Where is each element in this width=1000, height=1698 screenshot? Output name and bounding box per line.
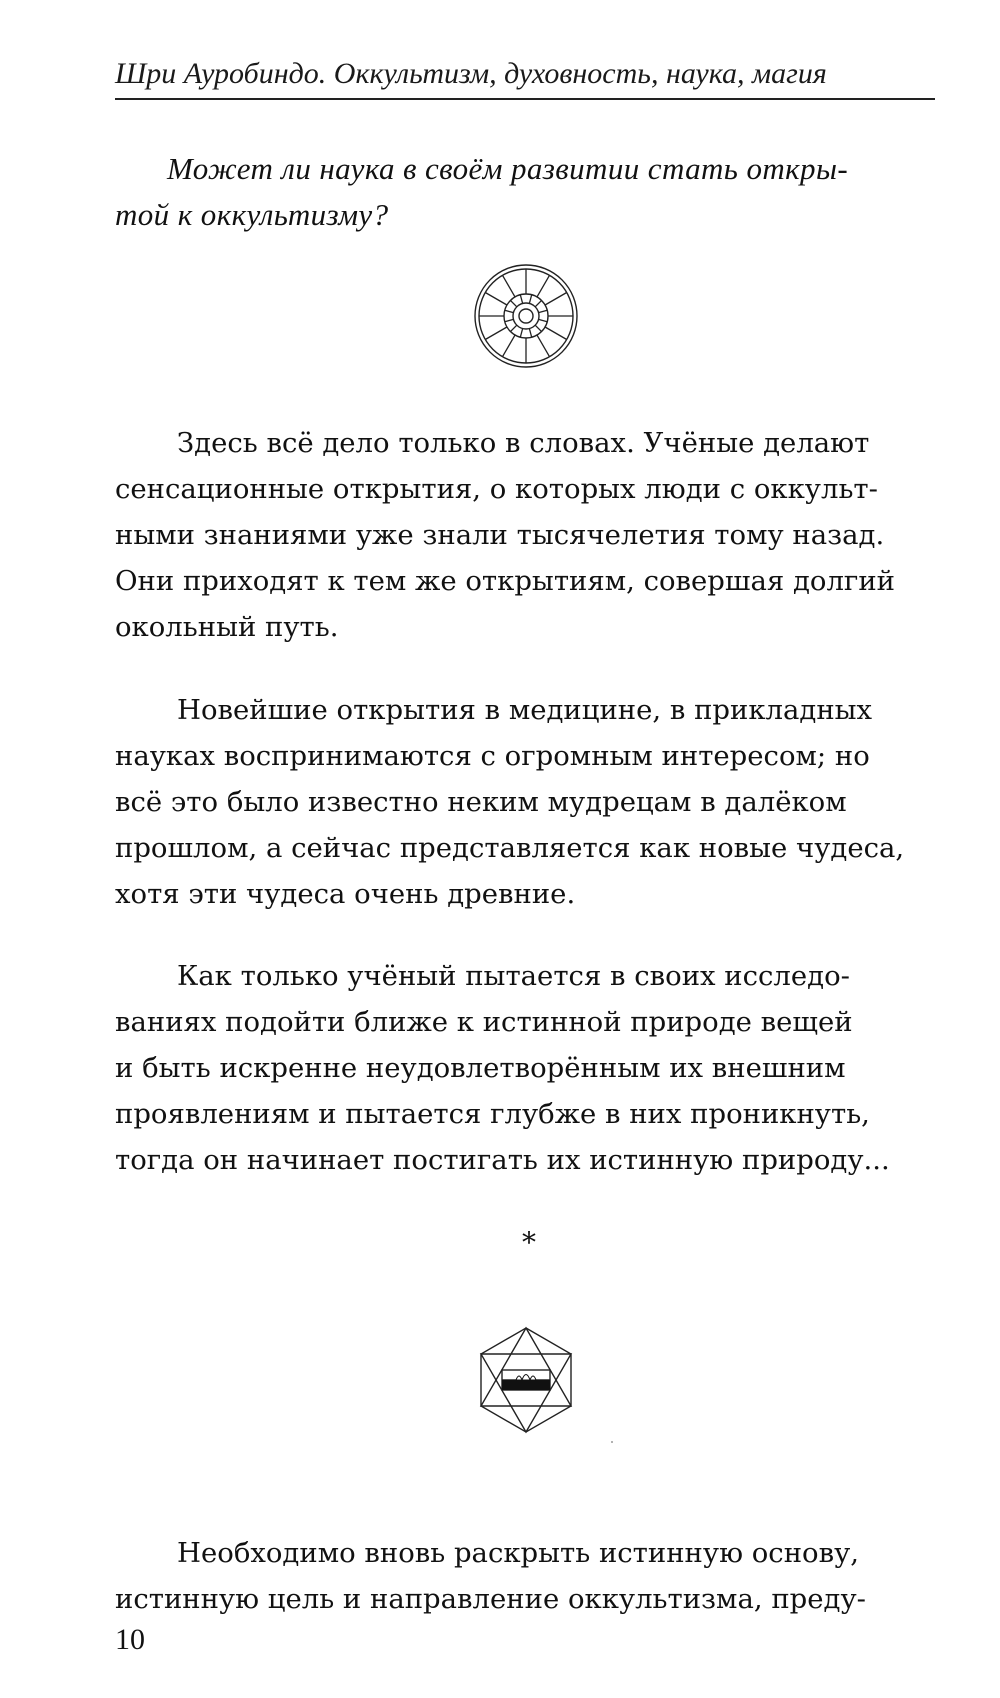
running-head: Шри Ауробиндо. Оккультизм, духовность, наука, магия: [115, 57, 827, 90]
paragraph-line: тогда он начинает постигать их истинную природу...: [115, 1144, 890, 1176]
paragraph-line: сенсационные открытия, о которых люди с оккульт-: [115, 473, 878, 505]
wheel-spoke: [537, 335, 550, 357]
paragraph-line: Необходимо вновь раскрыть истинную основу,: [177, 1537, 859, 1569]
wheel-inner-spoke: [529, 329, 531, 338]
wheel-spoke: [485, 327, 507, 340]
paragraph-line: ными знаниями уже знали тысячелетия тому назад.: [115, 519, 885, 551]
header-rule: [115, 98, 935, 100]
question-line: Может ли наука в своём развитии стать откры-: [167, 151, 849, 186]
paragraph-line: ваниях подойти ближе к истинной природе вещей: [115, 1006, 853, 1038]
wheel-inner-spoke: [539, 319, 548, 321]
wheel-spoke: [485, 293, 507, 306]
paragraph-2: [115, 687, 935, 917]
wheel-inner-spoke: [539, 310, 548, 312]
paragraph-3: [115, 953, 935, 1183]
paragraph-line: истинную цель и направление оккультизма, преду-: [115, 1583, 866, 1615]
paragraph-1: [115, 420, 935, 650]
paragraph-line: Они приходят к тем же открытиям, совершая долгий: [115, 565, 895, 597]
wheel-emblem-icon: [472, 262, 580, 370]
paragraph-line: Новейшие открытия в медицине, в прикладных: [177, 694, 873, 726]
question-line: той к оккультизму?: [115, 197, 389, 232]
print-speck: [611, 1441, 613, 1443]
paragraph-line: науках воспринимаются с огромным интересом; но: [115, 740, 870, 772]
paragraph-line: окольный путь.: [115, 611, 339, 643]
wheel-spoke: [545, 293, 567, 306]
paragraph-line: проявлениям и пытается глубже в них проникнуть,: [115, 1098, 870, 1130]
paragraph-line: и быть искренне неудовлетворённым их внешним: [115, 1052, 846, 1084]
paragraph-line: прошлом, а сейчас представляется как новые чудеса,: [115, 832, 905, 864]
wheel-inner-spoke: [505, 310, 514, 312]
paragraph-line: Как только учёный пытается в своих исследо-: [177, 960, 850, 992]
question-text: [115, 146, 935, 238]
section-separator: *: [522, 1226, 536, 1259]
wheel-inner-spoke: [510, 325, 516, 331]
wheel-inner-spoke: [529, 295, 531, 304]
wheel-spoke: [537, 275, 550, 297]
wheel-inner-spoke: [510, 300, 516, 306]
paragraph-line: хотя эти чудеса очень древние.: [115, 878, 576, 910]
hexagram-emblem-icon: [476, 1326, 576, 1434]
page-number: 10: [115, 1623, 145, 1656]
wheel-inner-spoke: [520, 329, 522, 338]
paragraph-line: всё это было известно неким мудрецам в далёком: [115, 786, 847, 818]
paragraph-line: Здесь всё дело только в словах. Учёные делают: [177, 427, 870, 459]
wheel-spoke: [503, 275, 516, 297]
wheel-spoke: [545, 327, 567, 340]
wheel-inner-spoke: [520, 295, 522, 304]
closing-paragraph: [115, 1530, 935, 1622]
wheel-inner-spoke: [505, 319, 514, 321]
wheel-inner-spoke: [535, 300, 541, 306]
wheel-spoke: [503, 335, 516, 357]
wheel-inner-spoke: [535, 325, 541, 331]
